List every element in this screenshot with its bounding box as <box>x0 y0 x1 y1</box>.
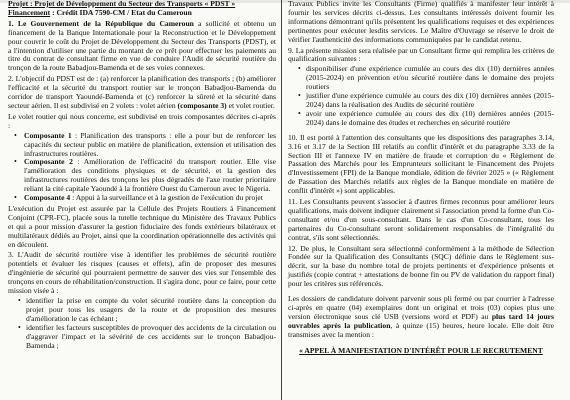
component-item: • Composante 2 : Amélioration de l'efficacité du transport routier. Elle vise l'amélioration des conditions physiques et de sécurité, et la gestion des infrastructures routières des tronçons les plus dégradés de l'axe routier prioritaire reliant la cité capitale Yaoundé à la frontière Ouest du Cameroun avec le Nigeria. <box>18 158 276 194</box>
paragraph-intro-cut: Travaux Publics invite les Consultants (Firme) qualifiés à manifester leur intérêt à fournir les services décrits ci-dessus. Les consultants intéressés doivent fournir les informations démontrant qu'ils présentent les qualifications requises et des expériences pertinentes pour exécuter lesdits services. Le Maître d'Ouvrage se réserve le droit de vérifier l'authenticité des informations communiquées par le candidat retenu. <box>288 0 554 44</box>
paragraph-1: 1. Le Gouvernement de la République du Cameroun a sollicité et obtenu un financement de la Banque Internationale pour la Reconstruction et le Développement pour couvrir le coût du Projet de Développement du Secteur des Transports (PDST), et a l'intention d'utiliser une partie du montant de ce prêt pour effectuer les paiements au titre du contrat de consultant firme en vue de conduire l'Audit de sécurité routière du tronçon de la route Babadjou-Bamenda et de ses voies connexes. <box>8 18 276 73</box>
right-column <box>288 0 554 355</box>
list-item: • disponibiliser d'une expérience cumulée au cours des dix (10) dernières années (2015-2024) en prévention et/ou sécurité routière dans le domaine des projets routiers <box>298 65 554 92</box>
project-line: Projet : Projet de Développement du Secteur des Transports « PDST » <box>8 0 236 8</box>
paragraph-12: 12. De plus, le Consultant sera sélectionné conformément à la méthode de Sélection Fondée sur la Qualification des Consultants (SQC) définie dans le Règlement sus-décrit, sur la base du nombre total de projets pertinents et d'expérience présents et justifiés (copie contrat + attestations de bonne fin ou PV de validation du rapport final) pour les critères sus référencés. <box>288 243 554 289</box>
list-item: • justifier d'une expérience cumulée au cours des dix (10) dernières années (2015-2024) dans la réalisation des Audits de sécurité routière <box>298 92 554 110</box>
component-item: • Composante 4 : Appui à la surveillance et à la gestion de l'exécution du projet <box>18 194 276 203</box>
paragraph-11: 11. Les Consultants peuvent s'associer à d'autres firmes reconnus pour améliorer leurs qualifications, mais doivent indiquer clairement si l'association prend la forme d'un Co-consultant et/ou d'un sous-consultant. Dans le cas d'un Co-consultant, tous les partenaires du Co-consultant seront solidairement responsables de l'intégralité du contrat, s'ils sont sélectionnés. <box>288 197 554 242</box>
paragraph-submission: Les dossiers de candidature doivent parvenir sous pli fermé ou par courrier à l'adresse ci-après en quatre (04) exemplaires dont un original et trois (03) copies plus une version électronique sous clé USB (versions word et PDF) au plus tard 14 jours ouvrables après la publication, à quinze (15) heures, heure locale. Elle doit être transmises avec la mention : <box>288 294 554 339</box>
list-item: • avoir une expérience cumulée au cours des dix (10) dernières années (2015-2024) dans le domaine des études et recherches en sécurité routière <box>298 110 554 128</box>
criteria-bullets <box>288 65 554 127</box>
audit-bullets <box>8 297 276 350</box>
component-item: • Composante 1 : Planification des transports : elle a pour but de renforcer les capacités du secteur public en matière de planification, extension et utilisation des infrastructures routières. <box>18 132 276 159</box>
financing-line: Financement : Crédit IDA 7590-CM / Etat du Cameroun <box>8 7 192 17</box>
column-divider <box>281 0 282 400</box>
paragraph-2-intro: Le volet routier qui nous concerne, est subdivisé en trois composantes décrites ci-après : <box>8 111 276 130</box>
paragraph-execution: L'exécution du Projet est assurée par la Cellule des Projets Routiers à Financement Conjoint (CPR-FC), placée sous la tutelle technique du Ministère des Travaux Publics et qui a pour mission d'assurer la gestion fiduciaire des fonds extérieurs bilatéraux et multilatéraux dédiés au Projet, ainsi que la coordination opérationnelle des activités qui en découlent. <box>8 203 276 249</box>
paragraph-3: 3. L'Audit de sécurité routière vise à identifier les problèmes de sécurité routière potentiels et évaluer les risques (causes et effets), afin de proposer des mesures d'ingénierie de sécurité qui pourraient permettre de sauver des vies sur l'ensemble des tronçons en cours de réhabilitation/construction. Il s'agira donc, pour ce faire, pour cette mission visée à : <box>8 250 276 296</box>
paragraph-10: 10. Il est porté à l'attention des consultants que les dispositions des paragraphes 3.14, 3.16 et 3.17 de la Section III relatifs au conflit d'intérêt et du paragraphe 3.33 de la Section III et l'annexe IV en matière de fraude et corruption du « Règlement de Passation des Marchés pour les Emprunteurs sollicitant le Financement des Projets d'Investissement (FPI) de la Banque mondiale, édition de février 2025 » (« Règlement de Passation des Marchés relatifs aux règles de la Banque mondiale en matière de conflit d'intérêt ») sont applicables. <box>288 132 554 196</box>
list-item: • identifier la prise en compte du volet sécurité routière dans la conception du projet pour tous les usagers de la route et de proposition des mesures d'amélioration le cas échéant ; <box>18 297 276 324</box>
left-column <box>8 0 276 350</box>
components-list <box>8 132 276 203</box>
notice-title: « APPEL À MANIFESTATION D'INTÉRÊT POUR LE RECRUTEMENT <box>299 345 543 355</box>
list-item: • identifier les facteurs susceptibles de provoquer des accidents de la circulation ou d'aggraver l'impact et la sévérité de ces accidents sur le tronçon Babadjou-Bamenda ; <box>18 324 276 351</box>
paragraph-2: 2. L'objectif du PDST est de : (a) renforcer la planification des transports ; (b) améliorer l'efficacité et la sécurité du transport routier sur le tronçon Babadjou-Bamenda du corridor de transport Yaoundé-Bamenda et (c) renforcer la sûreté et la sécurité dans secteur aérien. Il est subdivisé en 2 volets : volet aérien (composante 3) et volet routier. <box>8 74 276 110</box>
paragraph-9: 9. La présente mission sera réalisée par un Consultant firme qui remplira les critères de qualification suivantes : <box>288 45 554 64</box>
